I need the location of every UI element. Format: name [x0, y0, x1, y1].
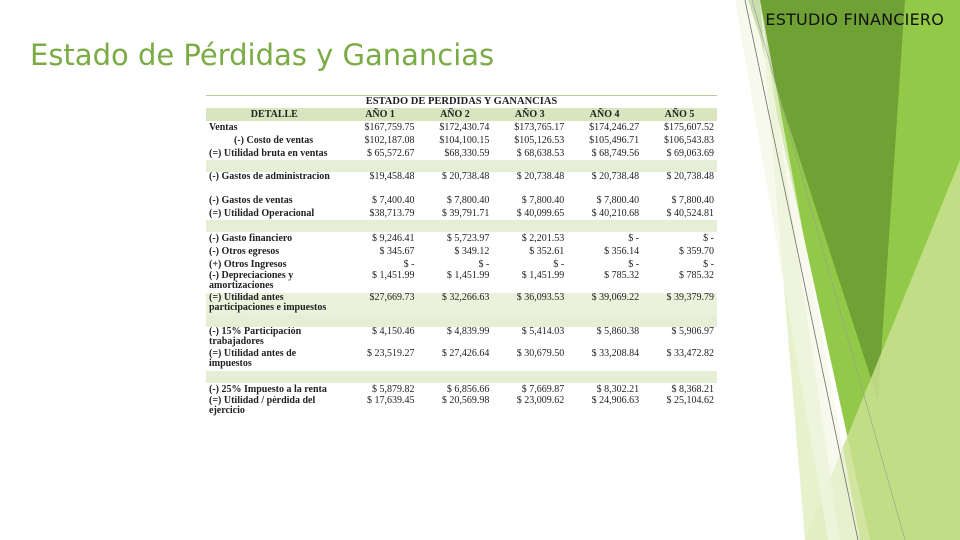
row-label: (=) Utilidad / pérdida del ejercicio: [209, 396, 316, 416]
cell-value: $104,100.15: [439, 135, 490, 146]
cell-value: $ 20,738.48: [516, 172, 565, 182]
row-label: (-) Gastos de ventas: [209, 195, 293, 206]
cell-value: $ 1,451.99: [372, 271, 415, 281]
spacer-row: [206, 160, 717, 172]
cell-value: $ 7,800.40: [446, 195, 490, 206]
row-label: Ventas: [209, 122, 238, 133]
cell-value: $ 39,379.79: [642, 293, 717, 315]
header-label: ESTUDIO FINANCIERO: [765, 10, 944, 29]
row-label: (-) Gastos de administracion: [209, 172, 330, 182]
header-detail: DETALLE: [206, 108, 343, 121]
cell-value: $ 17,639.45: [367, 396, 415, 406]
table-row: [206, 147, 717, 160]
cell-value: $ 27,426.64: [441, 349, 490, 359]
cell-value: $ -: [478, 259, 490, 270]
cell-value: $ 32,266.63: [418, 293, 493, 315]
row-label: (=) Utilidad antes de impuestos: [209, 349, 297, 369]
header-year-5: AÑO 5: [642, 108, 717, 121]
cell-value: $ 6,856.66: [446, 384, 490, 395]
cell-value: $ 33,472.82: [666, 349, 714, 359]
table-row: [206, 396, 717, 418]
cell-value: $ 356.14: [604, 246, 640, 257]
cell-value: $175,607.52: [664, 122, 714, 133]
row-label: (=) Utilidad Operacional: [209, 208, 315, 219]
cell-value: $ 1,451.99: [446, 271, 490, 281]
cell-value: $ -: [553, 259, 565, 270]
spacer-row: [206, 371, 717, 383]
cell-value: $ 345.67: [379, 246, 415, 257]
slide-title: Estado de Pérdidas y Ganancias: [30, 38, 495, 72]
row-label: (=) Utilidad bruta en ventas: [209, 148, 328, 159]
row-label: (=) Utilidad antes participaciones e impuestos: [206, 293, 343, 315]
row-label: (-) Otros egresos: [209, 246, 280, 257]
cell-value: $ 68,749.56: [591, 148, 640, 159]
cell-value: $ 5,860.38: [596, 327, 640, 337]
cell-value: $19,458.48: [369, 172, 415, 182]
cell-value: $ 40,524.81: [666, 208, 714, 219]
row-label: (-) Costo de ventas: [234, 135, 314, 146]
cell-value: $ 7,800.40: [596, 195, 640, 206]
cell-value: $ -: [403, 259, 415, 270]
cell-value: $ 40,099.65: [516, 208, 565, 219]
table-row: [206, 293, 717, 315]
table-row: [206, 232, 717, 245]
cell-value: $173,765.17: [514, 122, 565, 133]
cell-value: $ 5,414.03: [521, 327, 565, 337]
cell-value: $ 349.12: [454, 246, 490, 257]
row-label: (-) 25% Impuesto a la renta: [209, 384, 327, 395]
cell-value: $102,187.08: [364, 135, 415, 146]
cell-value: $ 4,150.46: [372, 327, 415, 337]
table-row: [206, 327, 717, 349]
cell-value: $ 24,906.63: [591, 396, 640, 406]
cell-value: $ 39,069.22: [567, 293, 642, 315]
cell-value: $167,759.75: [364, 122, 415, 133]
table-row: [206, 245, 717, 258]
income-statement-table: [206, 95, 717, 505]
cell-value: $ 5,879.82: [372, 384, 415, 395]
table-header-row: [206, 108, 717, 121]
cell-value: $ 39,791.71: [441, 208, 490, 219]
header-year-2: AÑO 2: [418, 108, 493, 121]
row-label: (-) 15% Participación trabajadores: [209, 327, 302, 347]
cell-value: $174,246.27: [589, 122, 640, 133]
cell-value: $ 7,800.40: [521, 195, 565, 206]
cell-value: $ 4,839.99: [446, 327, 490, 337]
table-row: [206, 134, 717, 147]
spacer-row: [206, 220, 717, 232]
cell-value: $105,496.71: [589, 135, 640, 146]
cell-value: $ 7,669.87: [521, 384, 565, 395]
cell-value: $ -: [703, 259, 714, 270]
cell-value: $ 20,738.48: [666, 172, 714, 182]
cell-value: $38,713.79: [369, 208, 415, 219]
cell-value: $ 68,638.53: [516, 148, 565, 159]
table-row: [206, 383, 717, 396]
cell-value: $ 7,400.40: [372, 195, 415, 206]
cell-value: $ 65,572.67: [367, 148, 415, 159]
cell-value: $ 9,246.41: [372, 233, 415, 244]
cell-value: $ -: [703, 233, 714, 244]
cell-value: $ 785.32: [604, 271, 640, 281]
cell-value: $ 8,302.21: [596, 384, 640, 395]
cell-value: $ 25,104.62: [666, 396, 714, 406]
cell-value: $ 5,723.97: [446, 233, 490, 244]
cell-value: $ 20,738.48: [441, 172, 490, 182]
cell-value: $ 1,451.99: [521, 271, 565, 281]
cell-value: $ 23,009.62: [516, 396, 565, 406]
cell-value: $172,430.74: [439, 122, 490, 133]
row-label: (-) Depreciaciones y amortizaciones: [209, 271, 294, 291]
cell-value: $68,330.59: [444, 148, 490, 159]
table-row: [206, 207, 717, 220]
cell-value: $ 785.32: [679, 271, 714, 281]
table-row: [206, 194, 717, 207]
cell-value: $ -: [628, 233, 640, 244]
cell-value: $ 2,201.53: [521, 233, 565, 244]
cell-value: $ 7,800.40: [671, 195, 714, 206]
cell-value: $ 20,738.48: [591, 172, 640, 182]
table-row: [206, 121, 717, 134]
table-row: [206, 258, 717, 271]
cell-value: $ 8,368.21: [671, 384, 714, 395]
header-year-1: AÑO 1: [343, 108, 418, 121]
cell-value: $ -: [628, 259, 640, 270]
cell-value: $ 5,906.97: [671, 327, 714, 337]
cell-value: $ 33,208.84: [591, 349, 640, 359]
cell-value: $ 69,063.69: [666, 148, 714, 159]
cell-value: $ 20,569.98: [441, 396, 490, 406]
cell-value: $ 40,210.68: [591, 208, 640, 219]
cell-value: $27,669.73: [343, 293, 418, 315]
income-table: [206, 108, 717, 418]
row-label: (-) Gasto financiero: [209, 233, 293, 244]
table-row: [206, 349, 717, 371]
cell-value: $ 30,679.50: [516, 349, 565, 359]
header-year-3: AÑO 3: [492, 108, 567, 121]
table-row: [206, 172, 717, 194]
cell-value: $105,126.53: [514, 135, 565, 146]
table-row: [206, 271, 717, 293]
header-year-4: AÑO 4: [567, 108, 642, 121]
table-title: ESTADO DE PERDIDAS Y GANANCIAS: [206, 95, 717, 108]
cell-value: $ 23,519.27: [367, 349, 415, 359]
row-label: (+) Otros Ingresos: [209, 259, 287, 270]
cell-value: $ 36,093.53: [492, 293, 567, 315]
cell-value: $ 352.61: [529, 246, 565, 257]
spacer-row: [206, 315, 717, 327]
cell-value: $106,543.83: [664, 135, 714, 146]
cell-value: $ 359.70: [679, 246, 714, 257]
